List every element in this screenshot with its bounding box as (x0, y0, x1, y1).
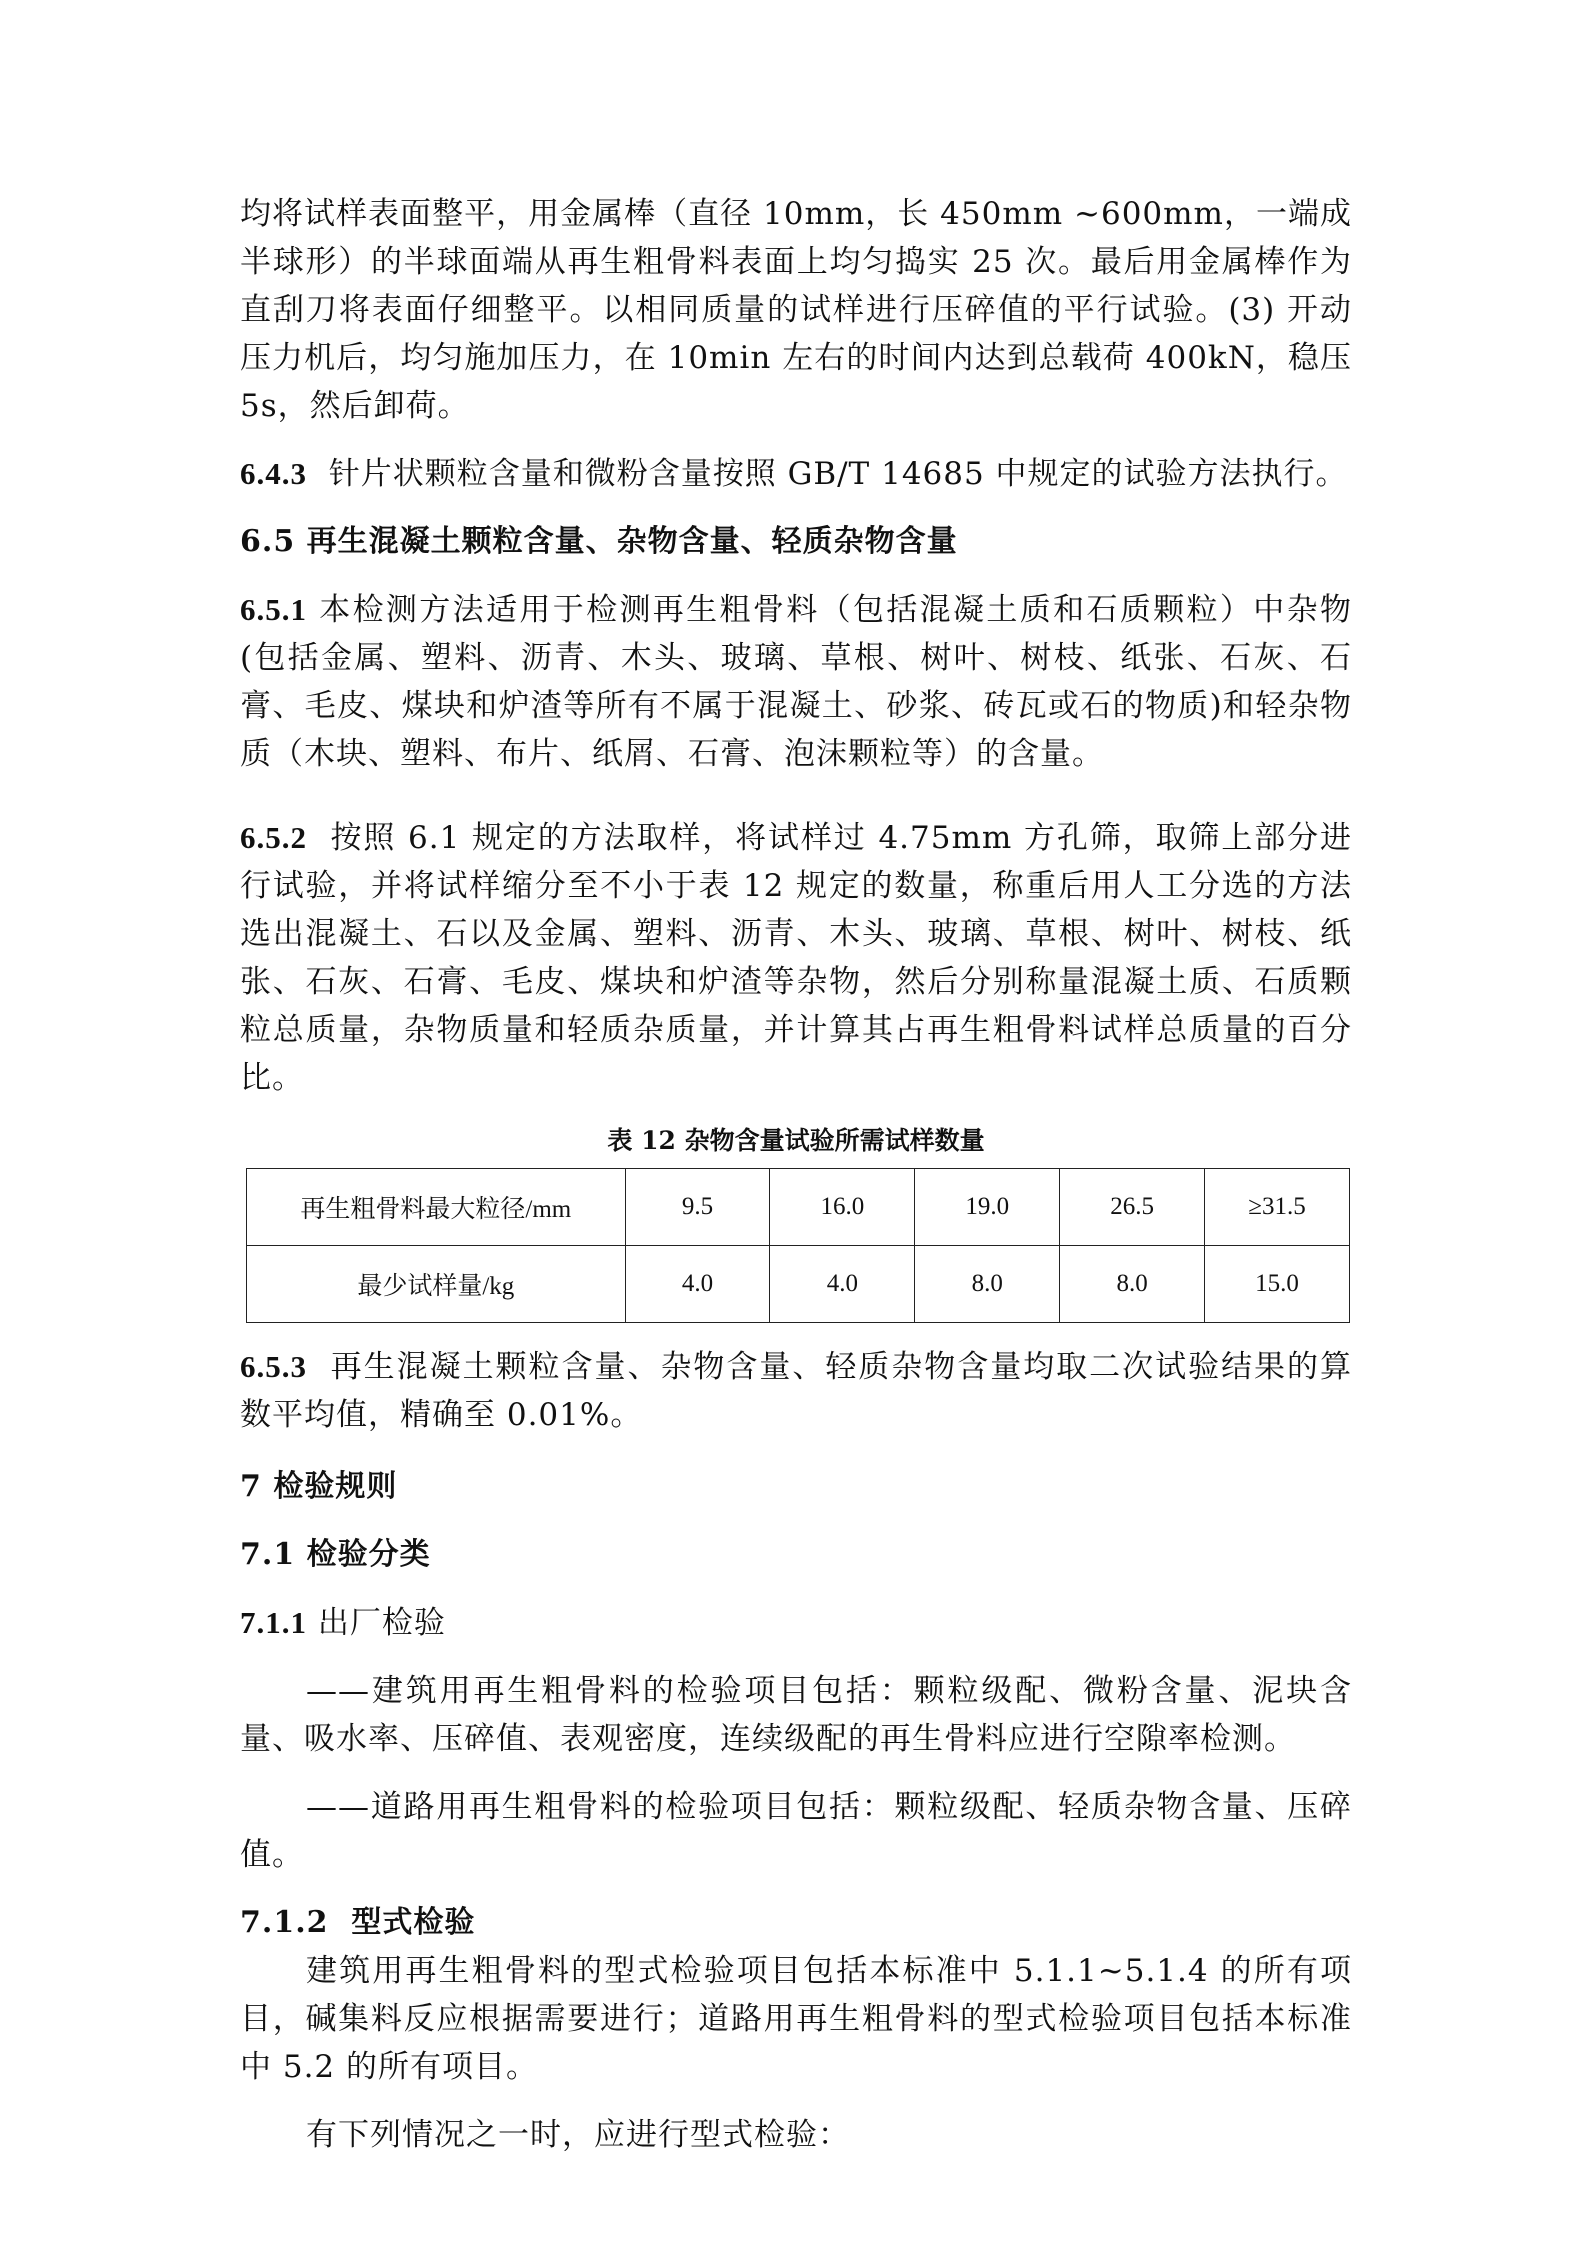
list-item: ——建筑用再生粗骨料的检验项目包括：颗粒级配、微粉含量、泥块含量、吸水率、压碎值、表观密度，连续级配的再生骨料应进行空隙率检测。 (240, 1673, 1352, 1757)
table-cell-label: 最少试样量/kg (247, 1246, 626, 1323)
section-7-1-2-heading (240, 1899, 1352, 1947)
section-number: 6.5.1 (240, 592, 307, 627)
section-number: 7.1.2 (240, 1905, 329, 1940)
table-caption: 表 12 杂物含量试验所需试样数量 (607, 1126, 985, 1155)
section-title: 出厂检验 (317, 1605, 446, 1641)
section-7-1-2-text-2: 有下列情况之一时，应进行型式检验： (306, 2117, 850, 2153)
section-6-4-3 (240, 450, 1352, 498)
section-number: 6.5.2 (240, 820, 307, 855)
section-6-5-3 (240, 1343, 1352, 1439)
table-cell: 4.0 (625, 1246, 770, 1323)
table-cell: 15.0 (1205, 1246, 1350, 1323)
table-cell: 8.0 (1060, 1246, 1205, 1323)
section-text: 再生混凝土颗粒含量、杂物含量、轻质杂物含量均取二次试验结果的算数平均值，精确至 0.01%。 (240, 1349, 1352, 1433)
section-7-1-heading: 7.1 检验分类 (240, 1537, 431, 1572)
section-title: 型式检验 (351, 1905, 476, 1940)
section-6-5-2 (240, 814, 1352, 1102)
section-number: 6.4.3 (240, 456, 307, 491)
document-page (240, 190, 1352, 2159)
table-cell: 19.0 (915, 1169, 1060, 1246)
section-text: 本检测方法适用于检测再生粗骨料（包括混凝土质和石质颗粒）中杂物(包括金属、塑料、沥青、木头、玻璃、草根、树叶、树枝、纸张、石灰、石膏、毛皮、煤块和炉渣等所有不属于混凝土、砂浆、砖瓦或石的物质)和轻杂物质（木块、塑料、布片、纸屑、石膏、泡沫颗粒等）的含量。 (240, 592, 1352, 772)
list-item: ——道路用再生粗骨料的检验项目包括：颗粒级配、轻质杂物含量、压碎值。 (240, 1789, 1352, 1873)
table-row (247, 1169, 1350, 1246)
table-row (247, 1246, 1350, 1323)
table-12 (246, 1168, 1350, 1323)
table-cell: 16.0 (770, 1169, 915, 1246)
section-number: 7.1.1 (240, 1605, 307, 1640)
table-cell: 26.5 (1060, 1169, 1205, 1246)
section-number: 6.5.3 (240, 1349, 307, 1384)
paragraph-continuation: 均将试样表面整平，用金属棒（直径 10mm，长 450mm ~600mm，一端成半球形）的半球面端从再生粗骨料表面上均匀捣实 25 次。最后用金属棒作为直刮刀将表面仔细整平。以相同质量的试样进行压碎值的平行试验。(3) 开动压力机后，均匀施加压力，在 10min 左右的时间内达到总载荷 400kN，稳压 5s，然后卸荷。 (240, 196, 1352, 424)
section-6-5-heading: 6.5 再生混凝土颗粒含量、杂物含量、轻质杂物含量 (240, 524, 958, 559)
section-7-heading: 7 检验规则 (240, 1469, 398, 1504)
table-cell: 9.5 (625, 1169, 770, 1246)
table-cell: 4.0 (770, 1246, 915, 1323)
section-6-5-1 (240, 586, 1352, 778)
table-cell-label: 再生粗骨料最大粒径/mm (247, 1169, 626, 1246)
section-7-1-2-text: 建筑用再生粗骨料的型式检验项目包括本标准中 5.1.1~5.1.4 的所有项目，碱集料反应根据需要进行；道路用再生粗骨料的型式检验项目包括本标准中 5.2 的所有项目。 (240, 1953, 1352, 2085)
section-text: 按照 6.1 规定的方法取样，将试样过 4.75mm 方孔筛，取筛上部分进行试验，并将试样缩分至不小于表 12 规定的数量，称重后用人工分选的方法选出混凝土、石以及金属、塑料、沥青、木头、玻璃、草根、树叶、树枝、纸张、石灰、石膏、毛皮、煤块和炉渣等杂物，然后分别称量混凝土质、石质颗粒总质量，杂物质量和轻质杂质量，并计算其占再生粗骨料试样总质量的百分比。 (240, 820, 1352, 1096)
section-text: 针片状颗粒含量和微粉含量按照 GB/T 14685 中规定的试验方法执行。 (328, 456, 1348, 492)
section-7-1-1-heading (240, 1599, 1352, 1647)
table-cell: ≥31.5 (1205, 1169, 1350, 1246)
table-cell: 8.0 (915, 1246, 1060, 1323)
